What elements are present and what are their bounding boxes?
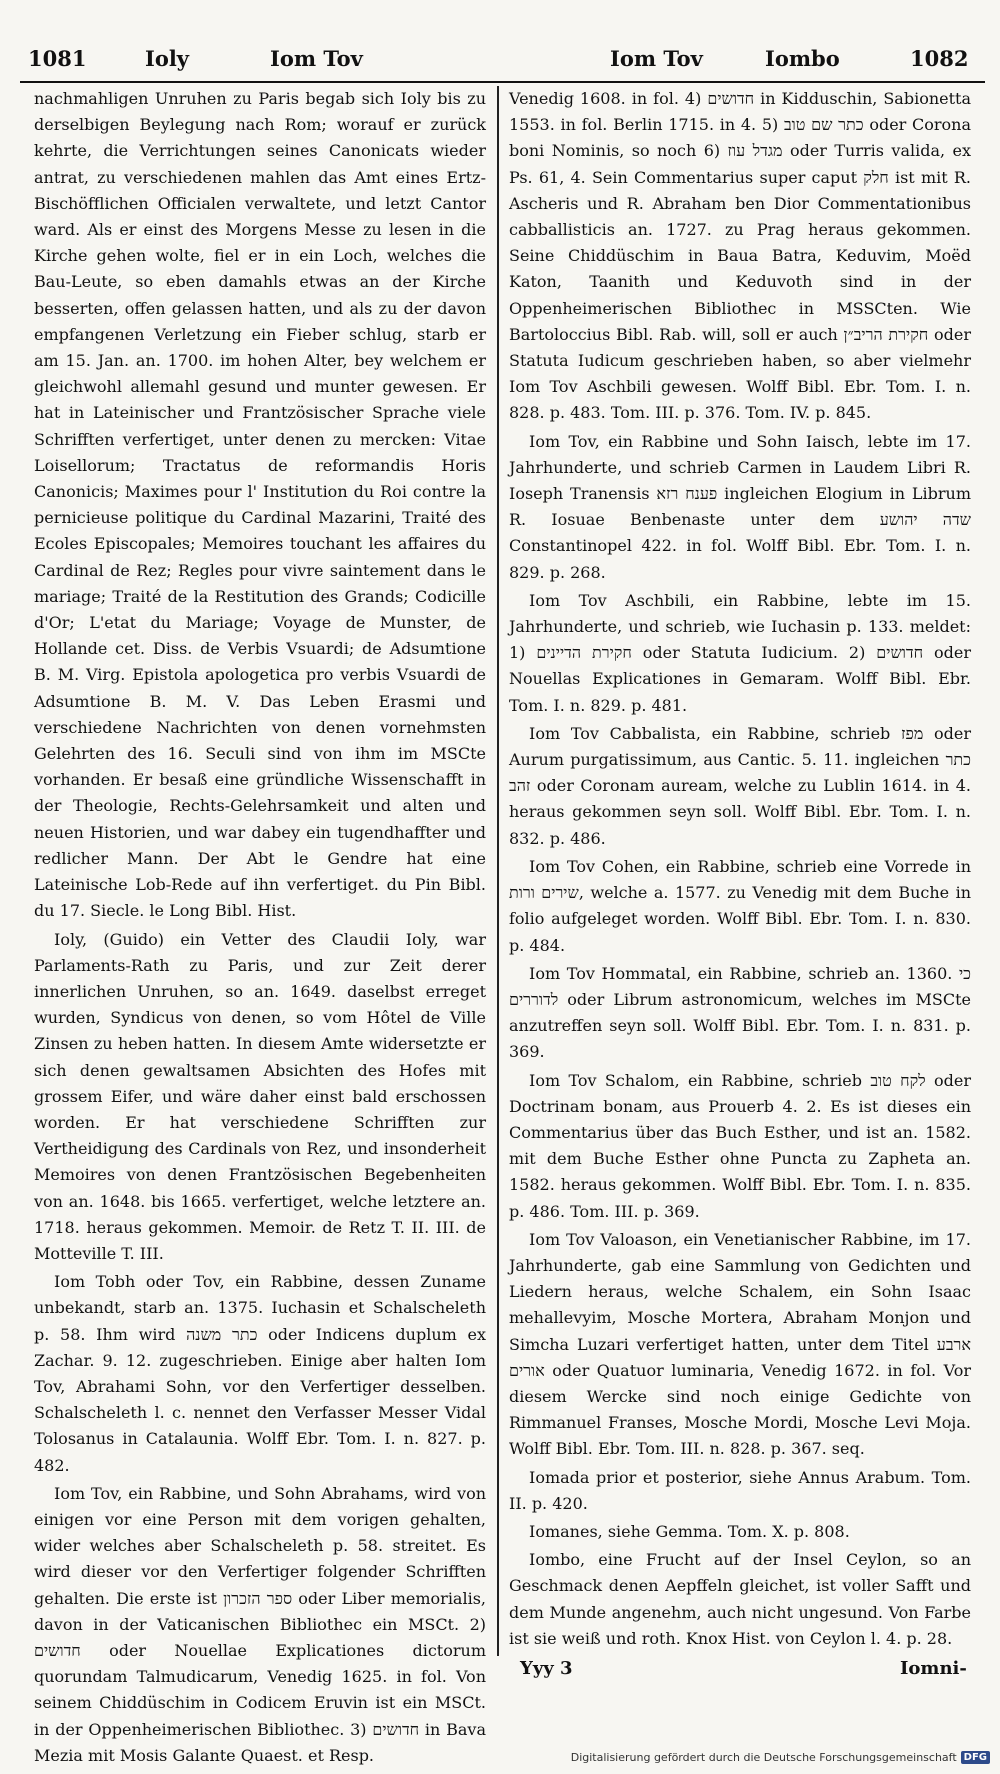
digitization-footer [571,1751,990,1764]
column-divider [497,86,499,1656]
signature-mark: Yyy 3 [520,1658,573,1679]
dfg-logo-icon: DFG [961,1751,990,1764]
paragraph: Iombo, eine Frucht auf der Insel Ceylon, so an Geschmack denen Aepffeln gleichet, ist voller Safft und dem Munde angenehm, auch nicht ungesund. Von Farbe ist sie weiß und roth. Knox Hist. von Ceylon l. 4. p. 28. [509,1550,971,1648]
paragraph: Iom Tov, ein Rabbine und Sohn Iaisch, lebte im 17. Jahrhunderte, und schrieb Carmen in Laudem Libri R. Ioseph Tranensis ‏פענח רזא‎ ingleichen Elogium in Librum R. Iosuae Benbenaste unter dem ‏שדה יהושע‎ Constantinopel 422. in fol. Wolff Bibl. Ebr. Tom. I. n. 829. p. 268. [509,431,972,582]
right-keyword-2: Iombo [765,46,840,71]
paragraph: Iomada prior et posterior, siehe Annus Arabum. Tom. II. p. 420. [509,1467,971,1513]
left-page-number: 1081 [28,46,87,71]
paragraph: Iomanes, siehe Gemma. Tom. X. p. 808. [529,1521,850,1541]
paragraph: Ioly, (Guido) ein Vetter des Claudii Ioly, war Parlaments-Rath zu Paris, und zur Zeit derer innerlichen Unruhen, so an. 1649. daselbst erreget wurden, Syndicus von denen, so vom Hôtel de Ville Zinsen zu heben hatten. In diesem Amte widersetzte er sich denen gewaltsamen Absichten des Hofes mit grossem Eifer, und wäre daher einst bald erschossen worden. Er hat verschiedene Schrifften zur Vertheidigung des Cardinals von Rez, und insonderheit Memoires von denen Frantzösischen Begebenheiten von an. 1648. bis 1665. verfertiget, welche letztere an. 1718. heraus gekommen. Memoir. de Retz T. II. III. de Motteville T. III. [34,929,486,1263]
header-rule [20,81,985,83]
paragraph: Iom Tov Aschbili, ein Rabbine, lebte im 15. Jahrhunderte, und schrieb, wie Iuchasin p. 133. meldet: 1) ‏חקירת הדיינים‎ oder Statuta Iudicium. 2) ‏חדושים‎ oder Nouellas Explicationes in Gemaram. Wolff Bibl. Ebr. Tom. I. n. 829. p. 481. [509,590,971,715]
paragraph: Iom Tov Valoason, ein Venetianischer Rabbine, im 17. Jahrhunderte, gab eine Sammlung von Gedichten und Liedern heraus, welche Schalem, ein Sohn Isaac mehallevyim, Mosche Mortera, Abraham Monjon und Simcha Luzari verfertiget hatten, unter dem Titel ‏ארבע אורים‎ oder Quatuor luminaria, Venedig 1672. in fol. Vor diesem Wercke sind noch einige Gedichte von Rimmanuel Franses, Mosche Mordi, Mosche Levi Moja. Wolff Bibl. Ebr. Tom. III. n. 828. p. 367. seq. [509,1229,971,1459]
running-header [20,38,985,78]
left-keyword-1: Ioly [145,46,190,71]
catchword: Iomni- [900,1658,967,1679]
right-keyword-1: Iom Tov [610,46,703,71]
paragraph: Venedig 1608. in fol. 4) ‏חדושים‎ in Kidduschin, Sabionetta 1553. in fol. Berlin 1715. in 4. 5) ‏כתר שם טוב‎ oder Corona boni Nominis, so noch 6) ‏מגדל עוז‎ oder Turris valida, ex Ps. 61, 4. Sein Commentarius super caput ‏חלק‎ ist mit R. Ascheris und R. Abraham ben Dior Commentationibus cabballisticis an. 1727. zu Prag heraus gekommen. Seine Chiddüschim in Baua Batra, Keduvim, Moëd Katon, Taanith und Keduvoth sind in der Oppenheimerischen Bibliothec in MSSCten. Wie Bartoloccius Bibl. Rab. will, soll er auch ‏חקירת הריב״ן‎ oder Statuta Iudicum geschrieben haben, so aber vielmehr Iom Tov Aschbili gewesen. Wolff Bibl. Ebr. Tom. I. n. 828. p. 483. Tom. III. p. 376. Tom. IV. p. 845. [509,89,972,423]
paragraph: Iom Tov Hommatal, ein Rabbine, schrieb an. 1360. ‏כי לדוררים‎ oder Librum astronomicum, welches im MSCte anzutreffen seyn soll. Wolff Bibl. Ebr. Tom. I. n. 831. p. 369. [509,963,971,1062]
right-page-number: 1082 [910,46,969,71]
paragraph: Iom Tov Cohen, ein Rabbine, schrieb eine Vorrede in ‏שירים ורות‎, welche a. 1577. zu Venedig mit dem Buche in folio aufgeleget worden. Wolff Bibl. Ebr. Tom. I. n. 830. p. 484. [509,856,971,955]
left-keyword-2: Iom Tov [270,46,363,71]
paragraph: Iom Tov Cabbalista, ein Rabbine, schrieb ‏מפז‎ oder Aurum purgatissimum, aus Cantic. 5. 11. ingleichen ‏כתר זהב‎ oder Coronam auream, welche zu Lublin 1614. in 4. heraus gekommen seyn soll. Wolff Bibl. Ebr. Tom. I. n. 832. p. 486. [509,723,972,848]
right-column [509,86,971,1656]
paragraph: Iom Tov, ein Rabbine, und Sohn Abrahams, wird von einigen vor eine Person mit dem vorigen gehalten, wider welches aber Schalscheleth p. 58. streitet. Es wird dieser vor den Verfertiger folgender Schrifften gehalten. Die erste ist ‏ספר הזכרון‎ oder Liber memorialis, davon in der Vaticanischen Bibliothec ein MSCt. 2) ‏חדושים‎ oder Nouellae Explicationes dictorum quorundam Talmudicarum, Venedig 1625. in fol. Von seinem Chiddüschim in Codicem Eruvin ist ein MSCt. in der Oppenheimerischen Bibliothec. 3) ‏חדושים‎ in Bava Mezia mit Mosis Galante Quaest. et Resp. [34,1483,487,1765]
paragraph: Iom Tov Schalom, ein Rabbine, schrieb ‏לקח טוב‎ oder Doctrinam bonam, aus Prouerb 4. 2. Es ist dieses ein Commentarius über das Buch Esther, und ist an. 1582. mit dem Buche Esther ohne Puncta zu Zapheta an. 1582. heraus gekommen. Wolff Bibl. Ebr. Tom. I. n. 835. p. 486. Tom. III. p. 369. [509,1070,971,1221]
left-column [34,86,487,1765]
paragraph: nachmahligen Unruhen zu Paris begab sich Ioly bis zu derselbigen Beylegung nach Rom; worauf er zurück kehrte, die Verrichtungen seines Canonicats wieder antrat, zu verschiedenen mahlen das Amt eines Ertz-Bischöfflichen Officialen verwaltete, und letzt Cantor ward. Als er einst des Morgens Messe zu lesen in die Kirche gehen wolte, fiel er in ein Loch, welches die Bau-Leute, so eben damahls etwas an der Kirche besserten, offen gelassen hatten, und als zu der davon empfangenen Verletzung ein Fieber schlug, starb er am 15. Jan. an. 1700. im hohen Alter, bey welchem er gleichwohl allemahl gesund und munter gewesen. Er hat in Lateinischer und Frantzösischer Sprache viele Schrifften verfertiget, unter denen zu mercken: Vitae Loisellorum; Tractatus de reformandis Horis Canonicis; Maximes pour l' Institution du Roi contre la pernicieuse politique du Cardinal Mazarini, Traité des Ecoles Episcopales; Memoires touchant les affaires du Cardinal de Rez; Regles pour vivre saintement dans le mariage; Traité de la Restitution des Grands; Codicille d'Or; L'etat du Mariage; Voyage de Munster, de Hollande cet. Diss. de Verbis Vsuardi; de Adsumtione B. M. Virg. Epistola apologetica pro verbis Vsuardi de Adsumtione B. M. V. Das Leben Erasmi und verschiedene Nachrichten von denen vornehmsten Gelehrten des 16. Seculi sind von ihm im MSCte vorhanden. Er besaß eine gründliche Wissenschafft in der Theologie, Rechts-Gelehrsamkeit und alten und neuen Historien, und war dabey ein tugendhaffter und redlicher Mann. Der Abt le Gendre hat eine Lateinische Lob-Rede auf ihn verfertiget. du Pin Bibl. du 17. Siecle. le Long Bibl. Hist. [34,89,486,921]
footer-text: Digitalisierung gefördert durch die Deutsche Forschungsgemeinschaft [570,1751,957,1764]
paragraph: Iom Tobh oder Tov, ein Rabbine, dessen Zuname unbekandt, starb an. 1375. Iuchasin et Schalscheleth p. 58. Ihm wird ‏כתר משנה‎ oder Indicens duplum ex Zachar. 9. 12. zugeschrieben. Einige aber halten Iom Tov, Abrahami Sohn, vor den Verfertiger desselben. Schalscheleth l. c. nennet den Verfasser Messer Vidal Tolosanus in Catalaunia. Wolff Ebr. Tom. I. n. 827. p. 482. [34,1272,486,1475]
signature-line [20,1658,985,1686]
